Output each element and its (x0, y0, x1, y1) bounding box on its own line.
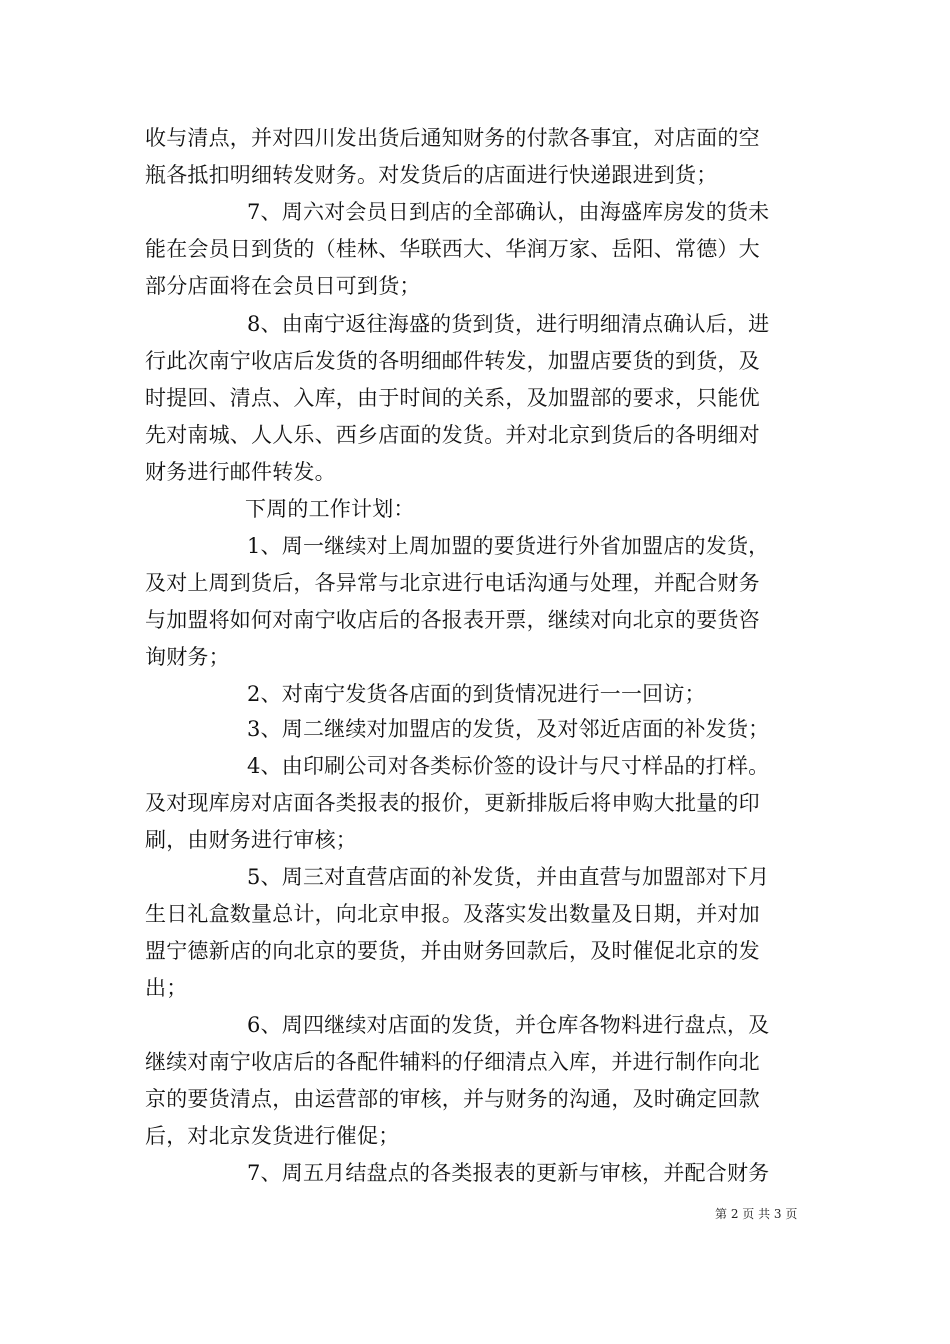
text-line: 后，对北京发货进行催促； (145, 1124, 400, 1148)
text-line: 7、周六对会员日到店的全部确认，由海盛库房发的货未 (247, 200, 770, 224)
text-line: 及对现库房对店面各类报表的报价，更新排版后将申购大批量的印 (145, 791, 760, 815)
text-line: 时提回、清点、入库，由于时间的关系，及加盟部的要求，只能优 (145, 386, 760, 410)
text-line: 能在会员日到货的（桂林、华联西大、华润万家、岳阳、常德）大 (145, 237, 760, 261)
text-line: 5、周三对直营店面的补发货，并由直营与加盟部对下月 (247, 865, 770, 889)
page-number-footer: 第 2 页 共 3 页 (715, 1207, 798, 1221)
text-line: 生日礼盒数量总计，向北京申报。及落实发出数量及日期，并对加 (145, 902, 760, 926)
text-line: 及对上周到货后，各异常与北京进行电话沟通与处理，并配合财务 (145, 571, 760, 595)
text-line: 4、由印刷公司对各类标价签的设计与尺寸样品的打样。 (247, 754, 770, 778)
text-line: 2、对南宁发货各店面的到货情况进行一一回访； (247, 682, 706, 706)
text-line: 瓶各抵扣明细转发财务。对发货后的店面进行快递跟进到货； (145, 163, 718, 187)
text-line: 刷，由财务进行审核； (145, 828, 357, 852)
text-line: 先对南城、人人乐、西乡店面的发货。并对北京到货后的各明细对 (145, 423, 760, 447)
text-line: 与加盟将如何对南宁收店后的各报表开票，继续对向北京的要货咨 (145, 608, 760, 632)
text-line: 盟宁德新店的向北京的要货，并由财务回款后，及时催促北京的发 (145, 939, 760, 963)
text-line: 财务进行邮件转发。 (145, 460, 336, 484)
section-heading: 下周的工作计划： (245, 497, 415, 521)
text-line: 询财务； (145, 645, 230, 669)
text-line: 6、周四继续对店面的发货，并仓库各物料进行盘点，及 (247, 1013, 770, 1037)
text-line: 收与清点，并对四川发出货后通知财务的付款各事宜，对店面的空 (145, 126, 760, 150)
text-line: 3、周二继续对加盟店的发货，及对邻近店面的补发货； (247, 717, 770, 741)
text-line: 7、周五月结盘点的各类报表的更新与审核，并配合财务 (247, 1161, 770, 1185)
text-line: 继续对南宁收店后的各配件辅料的仔细清点入库，并进行制作向北 (145, 1050, 760, 1074)
text-line: 8、由南宁返往海盛的货到货，进行明细清点确认后，进 (247, 312, 770, 336)
text-line: 部分店面将在会员日可到货； (145, 274, 421, 298)
text-line: 京的要货清点，由运营部的审核，并与财务的沟通，及时确定回款 (145, 1087, 760, 1111)
text-line: 行此次南宁收店后发货的各明细邮件转发，加盟店要货的到货，及 (145, 349, 760, 373)
text-line: 1、周一继续对上周加盟的要货进行外省加盟店的发货， (247, 534, 770, 558)
text-line: 出； (145, 976, 188, 1000)
